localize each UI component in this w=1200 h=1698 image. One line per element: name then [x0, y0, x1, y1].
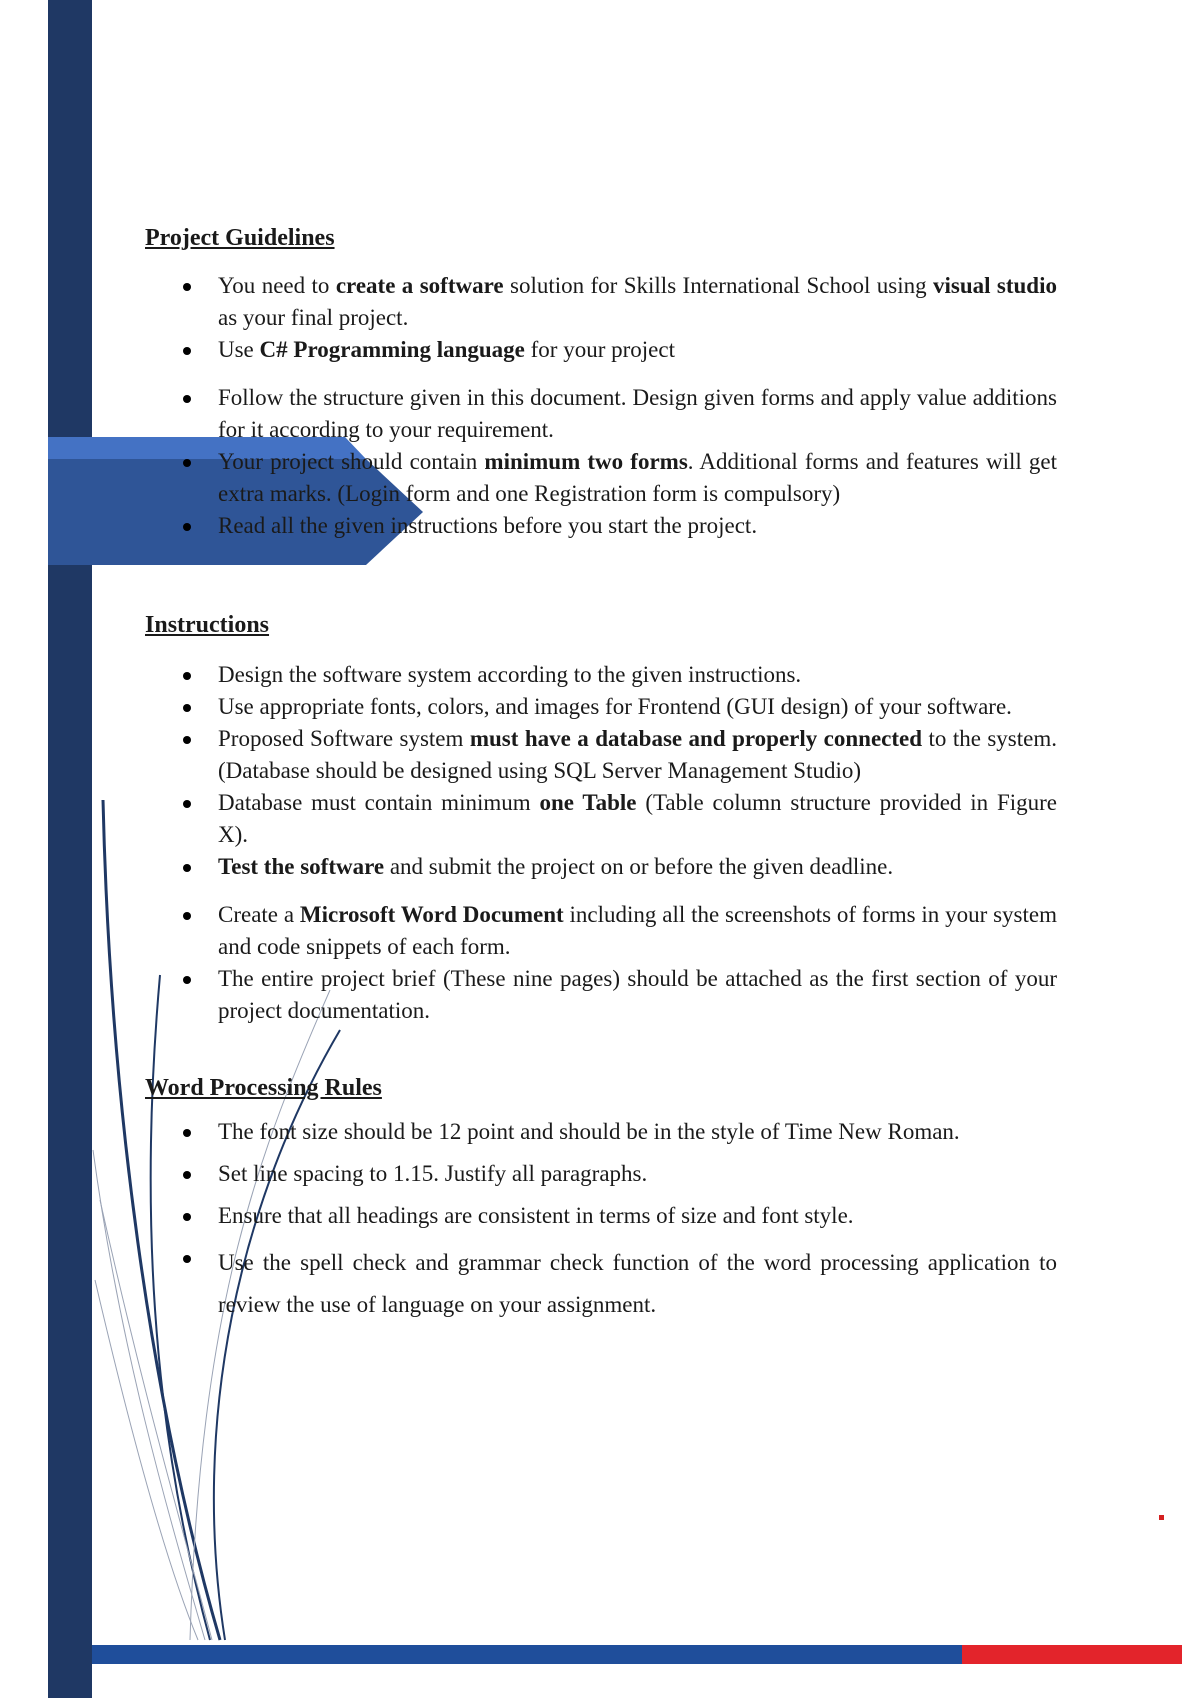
word-processing-rules-heading: Word Processing Rules	[145, 1075, 382, 1101]
instructions-section	[145, 609, 1057, 1027]
project-guidelines-section	[145, 222, 1057, 542]
list-item: Database must contain minimum one Table (Table column structure provided in Figure X).	[145, 787, 1057, 851]
footer-red-bar	[962, 1645, 1182, 1664]
list-item: Ensure that all headings are consistent in terms of size and font style.	[145, 1200, 1057, 1232]
list-item: Use the spell check and grammar check function of the word processing application to review the use of language on your assignment.	[145, 1242, 1057, 1326]
list-item: Test the software and submit the project on or before the given deadline.	[145, 851, 1057, 883]
instructions-list	[145, 659, 1057, 1027]
list-item: Create a Microsoft Word Document including all the screenshots of forms in your system and code snippets of each form.	[145, 899, 1057, 963]
list-item: The entire project brief (These nine pages) should be attached as the first section of your project documentation.	[145, 963, 1057, 1027]
list-item: Read all the given instructions before you start the project.	[145, 510, 1057, 542]
list-item: Your project should contain minimum two forms. Additional forms and features will get extra marks. (Login form and one Registration form is compulsory)	[145, 446, 1057, 510]
word-processing-rules-list	[145, 1116, 1057, 1326]
list-item: The font size should be 12 point and should be in the style of Time New Roman.	[145, 1116, 1057, 1148]
red-dot	[1159, 1515, 1164, 1520]
word-processing-rules-section	[145, 1072, 1057, 1336]
project-guidelines-heading: Project Guidelines	[145, 225, 335, 251]
list-item: Design the software system according to the given instructions.	[145, 659, 1057, 691]
list-item: Use C# Programming language for your project	[145, 334, 1057, 366]
list-item: You need to create a software solution for Skills International School using visual studio as your final project.	[145, 270, 1057, 334]
list-item: Follow the structure given in this document. Design given forms and apply value additions for it according to your requirement.	[145, 382, 1057, 446]
footer-blue-bar	[92, 1645, 962, 1664]
list-item: Set line spacing to 1.15. Justify all paragraphs.	[145, 1158, 1057, 1190]
project-guidelines-list	[145, 270, 1057, 542]
instructions-heading: Instructions	[145, 612, 270, 638]
list-item: Use appropriate fonts, colors, and images for Frontend (GUI design) of your software.	[145, 691, 1057, 723]
list-item: Proposed Software system must have a database and properly connected to the system. (Database should be designed using SQL Server Management Studio)	[145, 723, 1057, 787]
